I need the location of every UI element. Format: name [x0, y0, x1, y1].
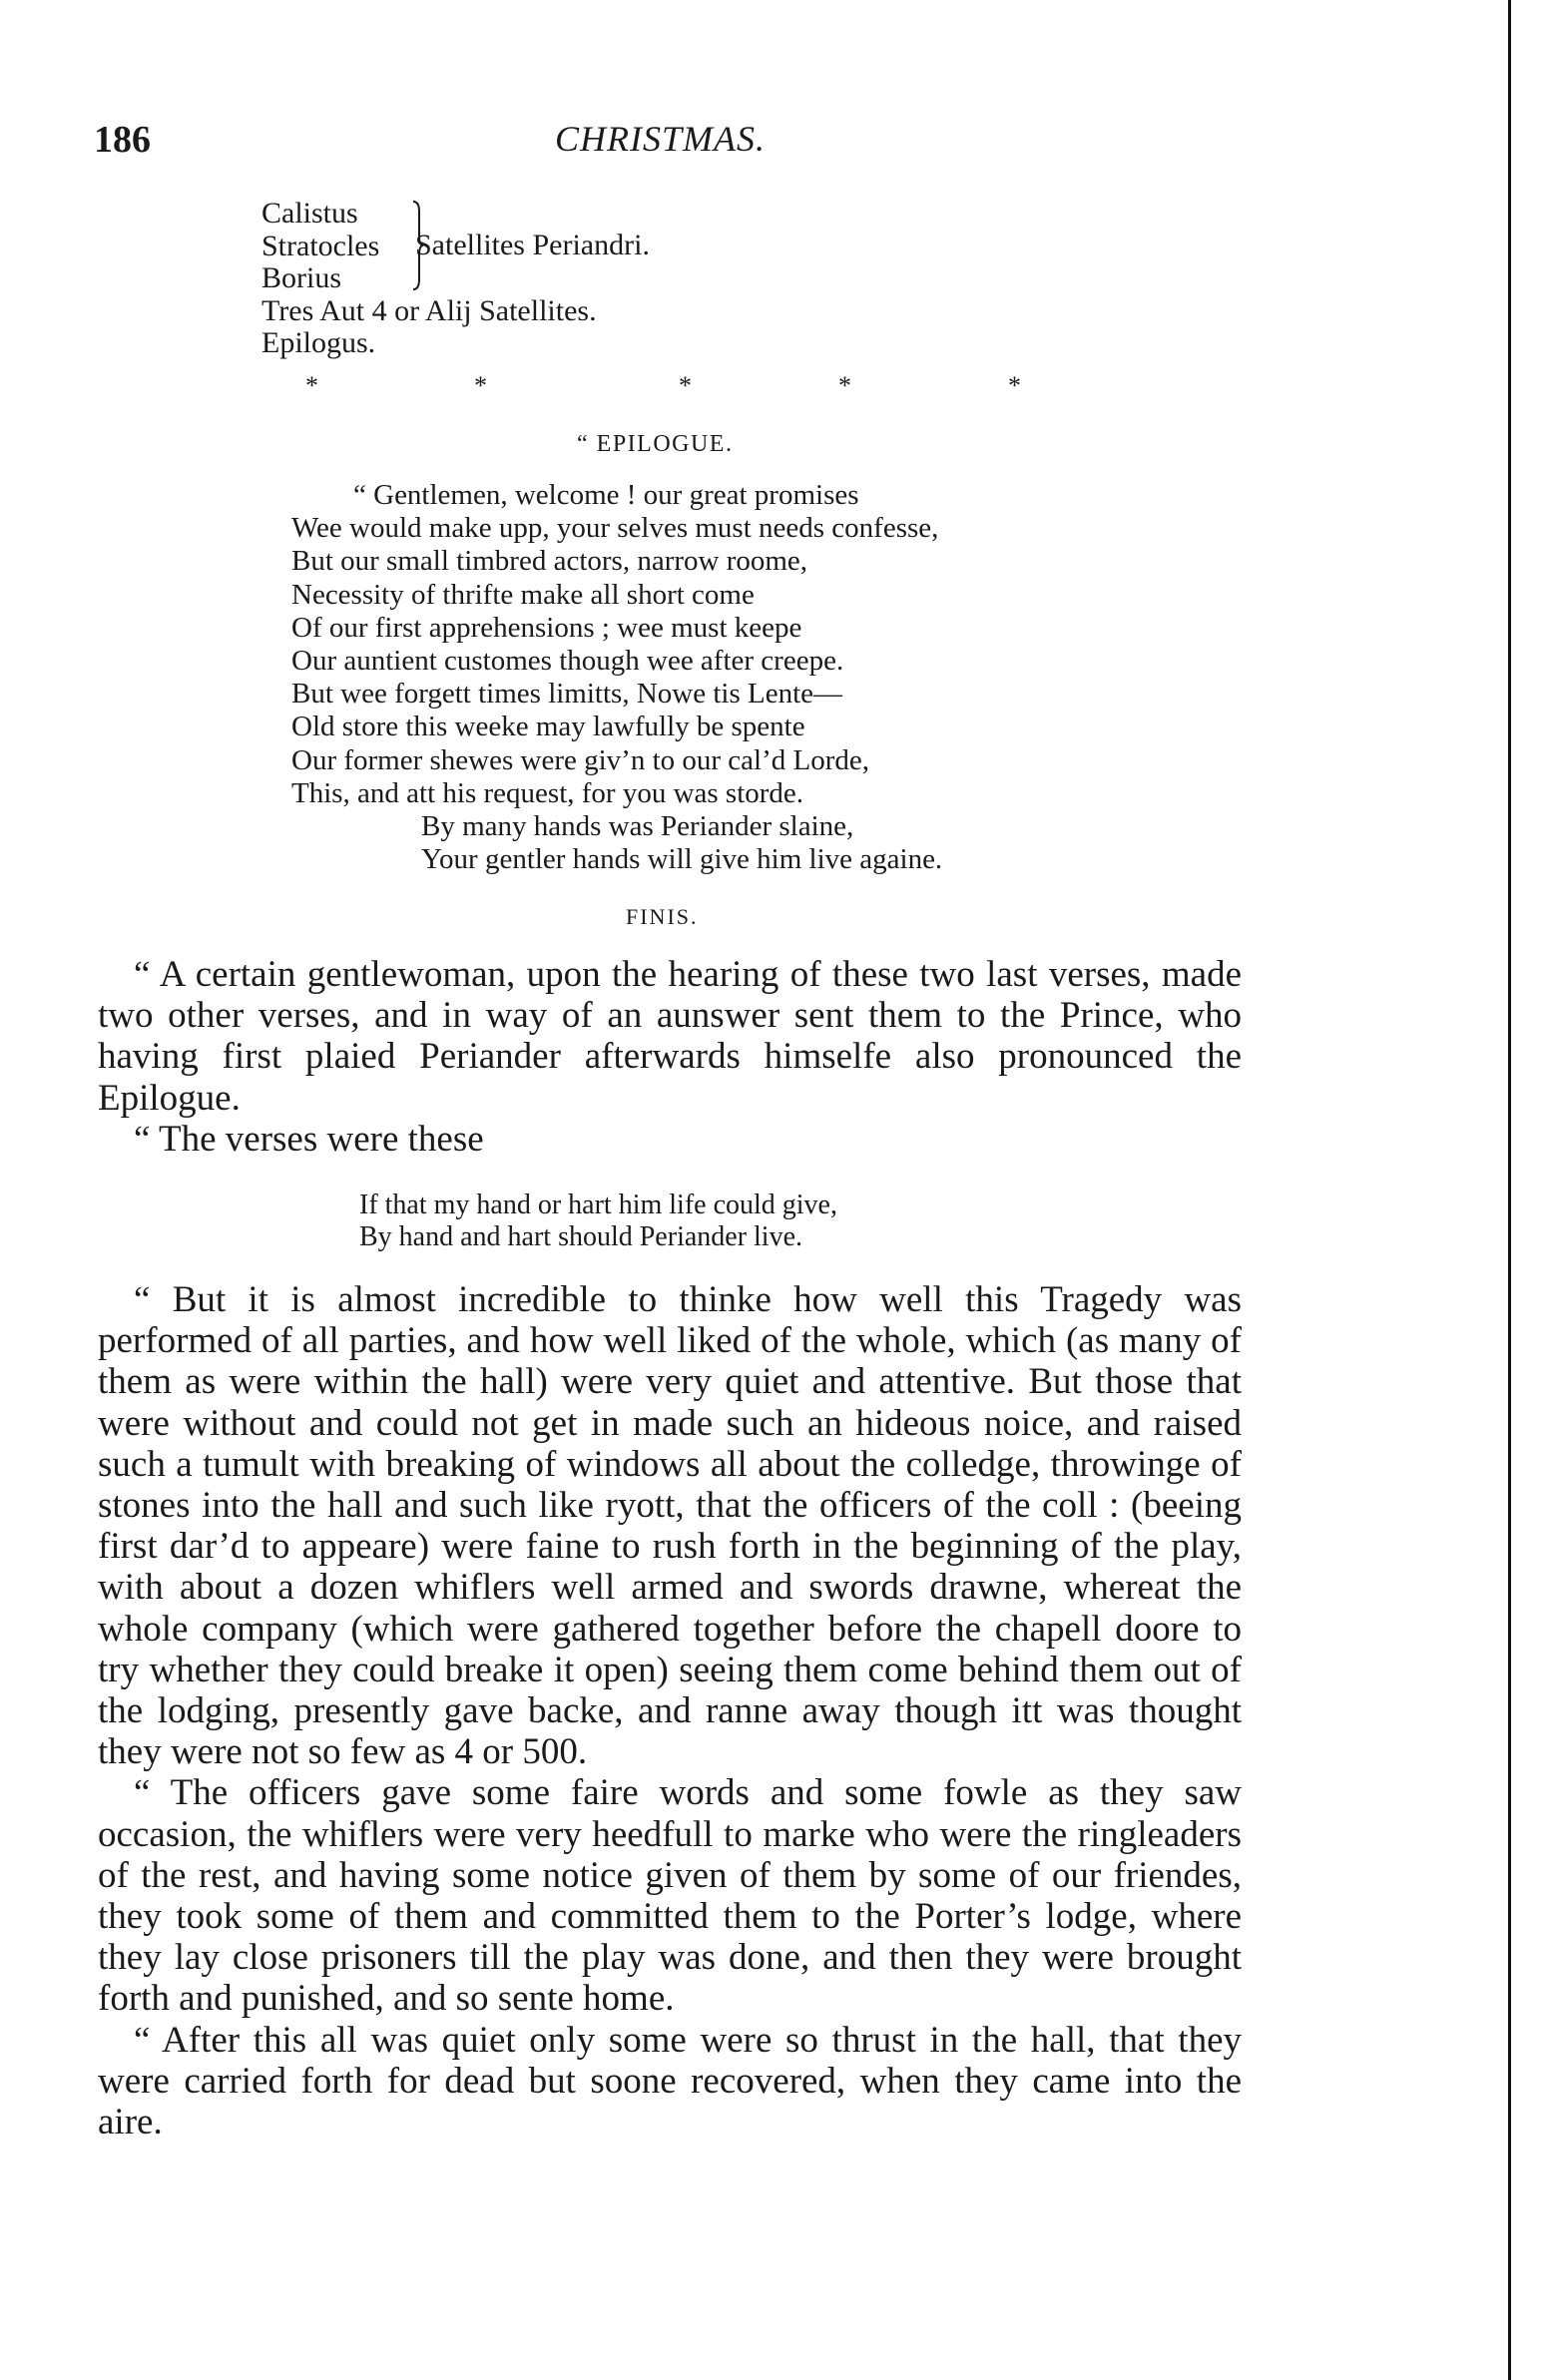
finis-label: FINIS. [626, 904, 699, 929]
verse-line: Old store this weeke may lawfully be spente [291, 711, 805, 743]
verse-line: Your gentler hands will give him live againe. [421, 843, 943, 876]
paragraph-text: “ After this all was quiet only some were so thrust in the hall, that they were carried forth for dead but soone recovered, when they came into the aire. [98, 2019, 1242, 2143]
couplet-line: By hand and hart should Periander live. [359, 1221, 803, 1252]
body-paragraph [98, 1279, 1242, 2142]
verse-line: But wee forgett times limitts, Nowe tis Lente— [291, 678, 842, 711]
body-paragraph [98, 954, 1242, 1160]
verse-line: Our auntient customes though wee after creepe. [291, 645, 844, 678]
cast-line: Tres Aut 4 or Alij Satellites. [261, 293, 597, 327]
asterisk: * [1008, 371, 1021, 400]
paragraph-text: “ The officers gave some faire words and some fowle as they saw occasion, the whiflers were very heedfull to marke who were the ringleaders of the rest, and having some notice given of them by some of our friendes, they took some of them and committed them to the Porter’s lodge, where they lay close prisoners till the play was done, and then they were brought forth and punished, and so sente home. [98, 1772, 1242, 2020]
page-number: 186 [94, 119, 151, 161]
verse-line: Our former shewes were giv’n to our cal’d Lorde, [291, 743, 869, 776]
verse-line: By many hands was Periander slaine, [421, 810, 854, 843]
epilogue-heading: “ EPILOGUE. [577, 431, 734, 457]
cast-line: Epilogus. [261, 326, 376, 359]
running-title: CHRISTMAS. [555, 119, 766, 159]
verse-line: Necessity of thrifte make all short come [291, 578, 755, 611]
cast-name: Calistus [261, 197, 358, 230]
page-header [0, 118, 1549, 168]
asterisk-divider [0, 371, 1549, 401]
cast-list [261, 197, 650, 360]
verse-line: This, and att his request, for you was storde. [291, 776, 804, 809]
epilogue-verse [291, 479, 942, 876]
verse-line: Wee would make upp, your selves must needs confesse, [291, 512, 939, 545]
satellites-label: Satellites Periandri. [415, 229, 650, 261]
verse-line: “ Gentlemen, welcome ! our great promises [353, 479, 859, 511]
asterisk: * [838, 371, 851, 400]
paragraph-text: “ But it is almost incredible to thinke how well this Tragedy was performed of all parties, and how well liked of the whole, which (as many of them as were within the hall) were very quiet and attentive. But those that were without and could not get in made such an hideous noice, and raised such a tumult with breaking of windows all about the colledge, throwinge of stones into the hall and such like ryott, that the officers of the coll : (beeing first dar’d to appeare) were faine to rush forth in the beginning of the play, with about a dozen whiflers well armed and swords drawne, whereat the whole company (which were gathered together before the chapell doore to try whether they could breake it open) seeing them come behind them out of the lodging, presently gave backe, and ranne away though itt was thought they were not so few as 4 or 500. [98, 1279, 1242, 1773]
couplet-line: If that my hand or hart him life could give, [359, 1190, 837, 1220]
paragraph-text: “ A certain gentlewoman, upon the hearing of these two last verses, made two other verses, and in way of an aunswer sent them to the Prince, who having first plaied Periander afterwards himselfe also pronounced the Epilogue. [98, 954, 1242, 1119]
asterisk: * [305, 371, 318, 400]
asterisk: * [679, 371, 692, 400]
cast-name: Stratocles [261, 229, 380, 262]
verse-line: Of our first apprehensions ; wee must keepe [291, 611, 802, 644]
satellites-group [261, 197, 650, 295]
cast-name: Borius [261, 261, 342, 294]
page-edge-line [1508, 0, 1511, 2380]
verse-line: But our small timbred actors, narrow roome, [291, 545, 808, 578]
asterisk: * [474, 371, 487, 400]
paragraph-text: “ The verses were these [134, 1118, 484, 1160]
gentlewoman-couplet [359, 1190, 837, 1253]
